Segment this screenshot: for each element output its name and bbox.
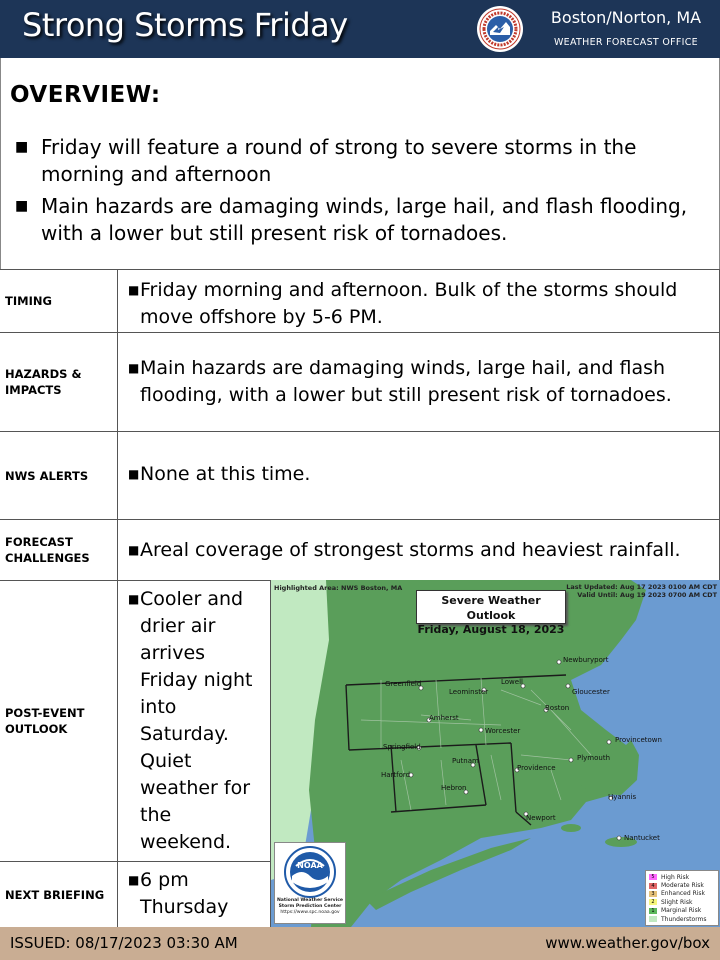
severe-outlook-map xyxy=(270,580,720,927)
bullet-icon: ■ xyxy=(15,139,29,155)
table-row-alerts xyxy=(0,431,720,519)
city-label: Leominster xyxy=(449,688,489,696)
legend-swatch: 2 xyxy=(649,899,657,905)
bullet-icon: ■ xyxy=(128,283,140,297)
row-content xyxy=(118,333,720,431)
row-item xyxy=(128,461,712,488)
legend-label: Thunderstorms xyxy=(661,915,707,923)
noaa-url: https://www.spc.noaa.gov xyxy=(280,910,340,915)
city-label: Newburyport xyxy=(563,656,609,664)
legend-row xyxy=(649,915,715,923)
city-label: Boston xyxy=(545,704,570,712)
city-label: Providence xyxy=(517,764,556,772)
noaa-spc-badge xyxy=(274,842,346,924)
issued-timestamp: ISSUED: 08/17/2023 03:30 AM xyxy=(10,934,238,952)
legend-row xyxy=(649,873,715,881)
last-updated-label: Last Updated: Aug 17 2023 0100 AM CDT xyxy=(566,583,717,591)
map-date: Friday, August 18, 2023 xyxy=(417,623,565,636)
city-label: Nantucket xyxy=(624,834,660,842)
noaa-badge-text: NOAA xyxy=(297,861,323,870)
row-item-text: Friday morning and afternoon. Bulk of the storms should move offshore by 5-6 PM. xyxy=(140,279,678,328)
row-item-text: Main hazards are damaging winds, large hail, and flash flooding, with a lower but still present risk of tornadoes. xyxy=(140,357,672,406)
row-content xyxy=(118,520,720,580)
city-label: Lowell xyxy=(501,678,523,686)
city-label: Amherst xyxy=(429,714,459,722)
valid-until-label: Valid Until: Aug 19 2023 0700 AM CDT xyxy=(577,591,717,599)
bullet-icon: ■ xyxy=(128,361,140,375)
bullet-icon: ■ xyxy=(128,467,140,481)
city-label: Hyannis xyxy=(608,793,637,801)
legend-row xyxy=(649,890,715,898)
risk-legend xyxy=(645,870,719,926)
noaa-line: National Weather Service xyxy=(276,898,344,903)
page-title: Strong Storms Friday xyxy=(22,6,348,44)
legend-label: Moderate Risk xyxy=(661,882,704,890)
legend-swatch: 3 xyxy=(649,891,657,897)
city-label: Hebron xyxy=(441,784,467,792)
overview-bullet-text: Friday will feature a round of strong to severe storms in the morning and afternoon xyxy=(41,135,637,186)
legend-swatch: 5 xyxy=(649,874,657,880)
table-row-timing xyxy=(0,269,720,332)
highlighted-area-label: Highlighted Area: NWS Boston, MA xyxy=(274,584,403,592)
row-content xyxy=(118,862,270,927)
overview-bullet-text: Main hazards are damaging winds, large hail, and flash flooding, with a lower but still present risk of tornadoes. xyxy=(41,194,688,245)
table-row-hazards xyxy=(0,332,720,431)
city-label: Springfield xyxy=(383,743,421,751)
row-label: NWS ALERTS xyxy=(0,432,118,519)
legend-label: Marginal Risk xyxy=(661,907,702,915)
bullet-icon: ■ xyxy=(128,543,140,557)
city-label: Worcester xyxy=(485,727,521,735)
legend-label: Enhanced Risk xyxy=(661,890,706,898)
legend-label: High Risk xyxy=(661,873,690,881)
bullet-icon: ■ xyxy=(128,873,140,887)
city-label: Plymouth xyxy=(577,754,611,762)
row-label: FORECAST CHALLENGES xyxy=(0,520,118,580)
footer-bar xyxy=(0,927,720,960)
row-item-text: None at this time. xyxy=(140,463,311,485)
legend-swatch: 1 xyxy=(649,908,657,914)
legend-row xyxy=(649,907,715,915)
noaa-line: Storm Prediction Center xyxy=(278,904,342,909)
bullet-icon: ■ xyxy=(128,592,140,606)
overview-list xyxy=(15,134,715,252)
row-item xyxy=(128,586,262,856)
row-item-text: 6 pm Thursday xyxy=(140,869,229,918)
header-bar xyxy=(0,0,720,58)
city-label: Provincetown xyxy=(615,736,662,744)
row-label: NEXT BRIEFING xyxy=(0,862,118,927)
legend-row xyxy=(649,881,715,889)
row-content xyxy=(118,581,270,861)
legend-label: Slight Risk xyxy=(661,898,693,906)
nws-logo-icon xyxy=(476,5,524,53)
overview-heading: OVERVIEW: xyxy=(10,82,161,108)
city-label: Gloucester xyxy=(572,688,610,696)
bullet-icon: ■ xyxy=(15,198,29,214)
row-item xyxy=(128,355,712,409)
row-item-text: Areal coverage of strongest storms and heaviest rainfall. xyxy=(140,539,681,561)
office-name: Boston/Norton, MA xyxy=(550,8,702,27)
row-item xyxy=(128,277,712,331)
overview-bullet xyxy=(15,193,715,247)
row-label: HAZARDS & IMPACTS xyxy=(0,333,118,431)
city-label: Hartford xyxy=(381,771,411,779)
website-link[interactable]: www.weather.gov/box xyxy=(545,934,710,952)
row-label: POST-EVENT OUTLOOK xyxy=(0,581,118,861)
legend-row xyxy=(649,898,715,906)
overview-section xyxy=(0,58,720,270)
row-item-text: Cooler and drier air arrives Friday night into Saturday. Quiet weather for the weekend. xyxy=(140,588,253,853)
legend-swatch xyxy=(649,916,657,922)
noaa-logo-icon xyxy=(284,846,336,898)
office-subtitle: WEATHER FORECAST OFFICE xyxy=(553,37,698,48)
row-content xyxy=(118,432,720,519)
city-label: Newport xyxy=(526,814,556,822)
city-label: Greenfield xyxy=(385,680,422,688)
overview-bullet xyxy=(15,134,715,188)
legend-swatch: 4 xyxy=(649,883,657,889)
row-item xyxy=(128,867,262,921)
map-title: Severe Weather Outlook xyxy=(441,594,541,622)
row-item xyxy=(128,537,712,564)
table-row-challenges xyxy=(0,519,720,580)
map-title-box xyxy=(416,590,566,636)
row-content xyxy=(118,270,720,332)
city-label: Putnam xyxy=(452,757,479,765)
row-label: TIMING xyxy=(0,270,118,332)
